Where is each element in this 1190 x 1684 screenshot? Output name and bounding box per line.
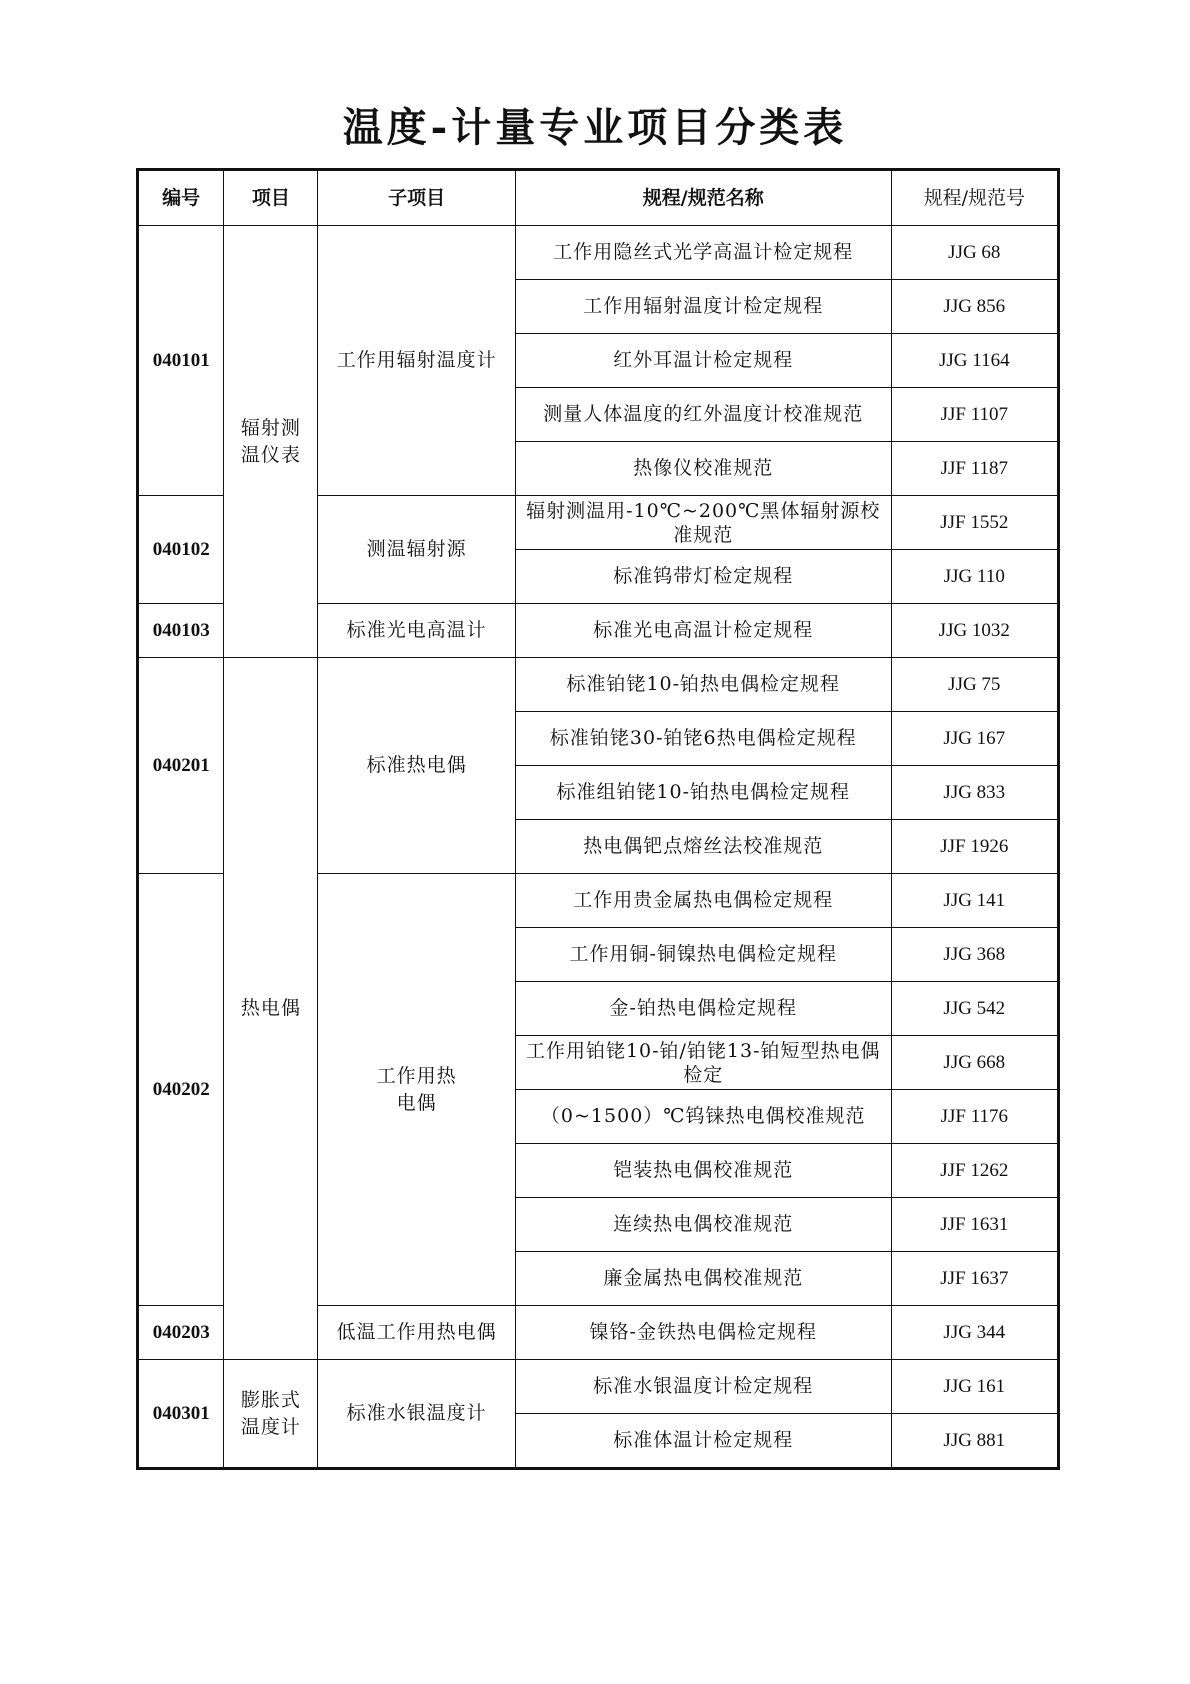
subproject-label: 工作用热 电偶 — [376, 1064, 457, 1114]
spec-number-cell: JJF 1552 — [891, 496, 1058, 550]
spec-number-cell: JJG 68 — [891, 226, 1058, 280]
spec-number-cell: JJG 1032 — [891, 604, 1058, 658]
spec-name-cell: 镍铬-金铁热电偶检定规程 — [515, 1306, 891, 1360]
spec-name-cell: 标准铂铑30-铂铑6热电偶检定规程 — [515, 712, 891, 766]
spec-name-cell: 标准铂铑10-铂热电偶检定规程 — [515, 658, 891, 712]
spec-number-cell: JJF 1262 — [891, 1144, 1058, 1198]
spec-name-cell: 工作用铂铑10-铂/铂铑13-铂短型热电偶检定 — [515, 1036, 891, 1090]
spec-name-cell: 辐射测温用-10℃~200℃黑体辐射源校准规范 — [515, 496, 891, 550]
spec-name-cell: 标准水银温度计检定规程 — [515, 1360, 891, 1414]
spec-number-cell: JJF 1631 — [891, 1198, 1058, 1252]
spec-number-cell: JJG 141 — [891, 874, 1058, 928]
subproject-cell: 测温辐射源 — [318, 496, 516, 604]
spec-name-cell: 测量人体温度的红外温度计校准规范 — [515, 388, 891, 442]
classification-table — [136, 168, 1060, 1470]
code-cell: 040101 — [138, 226, 224, 496]
header-name: 规程/规范名称 — [515, 170, 891, 226]
code-cell: 040203 — [138, 1306, 224, 1360]
spec-number-cell: JJF 1926 — [891, 820, 1058, 874]
table-row — [138, 226, 1059, 280]
spec-number-cell: JJF 1187 — [891, 442, 1058, 496]
spec-number-cell: JJG 167 — [891, 712, 1058, 766]
spec-number-cell: JJF 1637 — [891, 1252, 1058, 1306]
spec-number-cell: JJG 344 — [891, 1306, 1058, 1360]
spec-name-cell: 工作用隐丝式光学高温计检定规程 — [515, 226, 891, 280]
spec-name-cell: 工作用铜-铜镍热电偶检定规程 — [515, 928, 891, 982]
spec-name-cell: 热电偶钯点熔丝法校准规范 — [515, 820, 891, 874]
spec-name-cell: 金-铂热电偶检定规程 — [515, 982, 891, 1036]
code-cell: 040301 — [138, 1360, 224, 1469]
spec-number-cell: JJG 110 — [891, 550, 1058, 604]
spec-name-cell: 热像仪校准规范 — [515, 442, 891, 496]
spec-number-cell: JJG 833 — [891, 766, 1058, 820]
spec-name-cell: 标准体温计检定规程 — [515, 1414, 891, 1469]
spec-name-cell: 标准钨带灯检定规程 — [515, 550, 891, 604]
header-row — [138, 170, 1059, 226]
spec-number-cell: JJG 1164 — [891, 334, 1058, 388]
header-number: 规程/规范号 — [891, 170, 1058, 226]
subproject-cell: 标准热电偶 — [318, 658, 516, 874]
spec-name-cell: 标准光电高温计检定规程 — [515, 604, 891, 658]
spec-number-cell: JJG 75 — [891, 658, 1058, 712]
spec-name-cell: （0~1500）℃钨铼热电偶校准规范 — [515, 1090, 891, 1144]
code-cell: 040202 — [138, 874, 224, 1306]
subproject-cell: 工作用辐射温度计 — [318, 226, 516, 496]
header-subproject: 子项目 — [318, 170, 516, 226]
spec-name-cell: 标准组铂铑10-铂热电偶检定规程 — [515, 766, 891, 820]
project-label: 膨胀式 温度计 — [240, 1388, 301, 1438]
subproject-cell: 标准光电高温计 — [318, 604, 516, 658]
spec-number-cell: JJF 1107 — [891, 388, 1058, 442]
page-title: 温度-计量专业项目分类表 — [342, 104, 848, 151]
spec-number-cell: JJG 161 — [891, 1360, 1058, 1414]
table-row — [138, 658, 1059, 712]
header-project: 项目 — [224, 170, 318, 226]
subproject-cell: 低温工作用热电偶 — [318, 1306, 516, 1360]
subproject-cell: 标准水银温度计 — [318, 1360, 516, 1469]
project-cell — [224, 226, 318, 658]
spec-number-cell: JJG 368 — [891, 928, 1058, 982]
spec-name-cell: 红外耳温计检定规程 — [515, 334, 891, 388]
subproject-cell — [318, 874, 516, 1306]
spec-name-cell: 工作用辐射温度计检定规程 — [515, 280, 891, 334]
table-row — [138, 1360, 1059, 1414]
code-cell: 040201 — [138, 658, 224, 874]
project-label: 辐射测 温仪表 — [240, 416, 301, 466]
spec-number-cell: JJG 668 — [891, 1036, 1058, 1090]
header-code: 编号 — [138, 170, 224, 226]
spec-number-cell: JJG 856 — [891, 280, 1058, 334]
spec-number-cell: JJF 1176 — [891, 1090, 1058, 1144]
spec-name-cell: 工作用贵金属热电偶检定规程 — [515, 874, 891, 928]
spec-number-cell: JJG 881 — [891, 1414, 1058, 1469]
code-cell: 040103 — [138, 604, 224, 658]
spec-name-cell: 廉金属热电偶校准规范 — [515, 1252, 891, 1306]
project-cell — [224, 1360, 318, 1469]
spec-number-cell: JJG 542 — [891, 982, 1058, 1036]
code-cell: 040102 — [138, 496, 224, 604]
project-cell: 热电偶 — [224, 658, 318, 1360]
spec-name-cell: 连续热电偶校准规范 — [515, 1198, 891, 1252]
spec-name-cell: 铠装热电偶校准规范 — [515, 1144, 891, 1198]
